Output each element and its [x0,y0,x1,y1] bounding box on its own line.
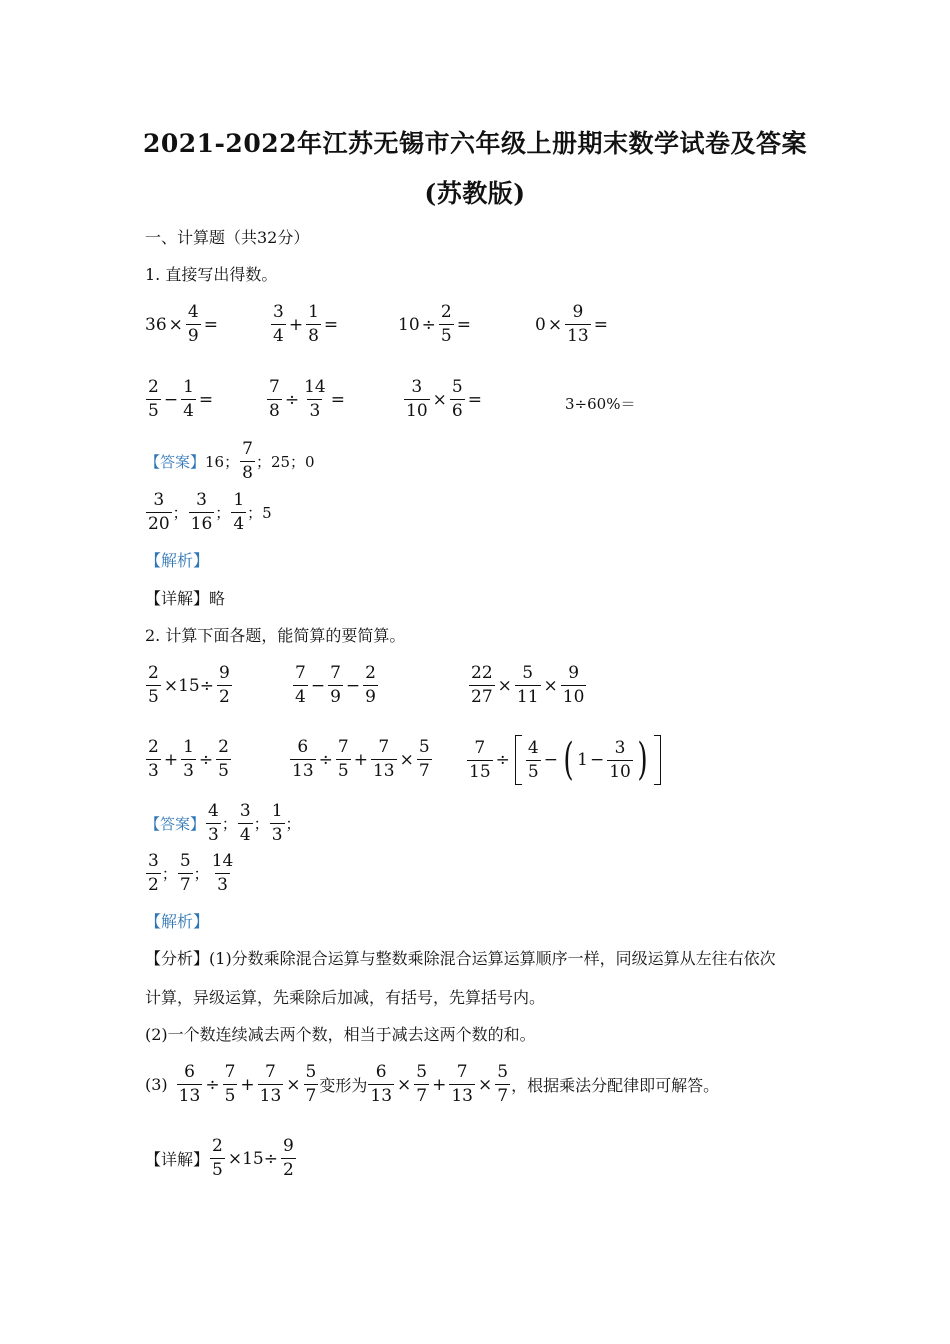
answer-tag: 【答案】 [145,453,206,471]
q2-expr-2: $\frac{7}{4}$ − $\frac{7}{9}$ − $\frac{2}{9}$ [295,663,376,707]
q2-label: 2. 计算下面各题，能简算的要简算。 [145,626,406,645]
q1-expr-4: 0 × $\frac{9}{13}$ = [535,302,608,346]
q1-expr-2: $\frac{3}{4}$ + $\frac{1}{8}$ = [273,302,339,346]
q1-expr-3: 10 ÷ $\frac{2}{5}$ = [398,302,471,346]
q1-expr-7: $\frac{3}{10}$ × $\frac{5}{6}$ = [406,377,482,421]
q2-expr-1: $\frac{2}{5}$ ×15÷ $\frac{9}{2}$ [148,663,230,707]
section-heading: 一、计算题（共32分） [145,228,310,247]
q1-answer-line2: $\frac{3}{20}$ ； $\frac{3}{16}$ ； $\frac{1}{4}$ ；5 [148,490,272,534]
right-paren: ) [637,734,648,785]
q2-detail: 【详解】 $\frac{2}{5}$ ×15÷ $\frac{9}{2}$ [145,1136,294,1180]
answer-tag: 【答案】 [145,815,206,833]
q1-label: 1. 直接写出得数。 [145,265,278,284]
q2-analysis-p1b: 计算，异级运算，先乘除后加减，有括号，先算括号内。 [145,988,546,1007]
q1-expr-5: $\frac{2}{5}$ − $\frac{1}{4}$ = [148,377,214,421]
q2-expr-3: $\frac{22}{27}$ × $\frac{5}{11}$ × $\frac{9}{10}$ [471,663,585,707]
left-square-bracket [515,735,522,785]
right-square-bracket [654,735,661,785]
q2-answer-line2: $\frac{3}{2}$ ； $\frac{5}{7}$ ； $\frac{14}{3}$ [148,851,234,895]
q1-expr-1: 36 × $\frac{4}{9}$ = [145,302,218,346]
doc-title-line2: (苏教版) [424,179,526,208]
q2-analysis-p2: (2)一个数连续减去两个数，相当于减去这两个数的和。 [145,1025,536,1044]
q1-analysis-tag: 【解析】 [145,551,210,570]
q1-expr-6: $\frac{7}{8}$ ÷ $\frac{14}{3}$ = [269,377,345,421]
q2-analysis-p1a: 【分析】(1)分数乘除混合运算与整数乘除混合运算运算顺序一样，同级运算从左往右依次 [145,949,776,968]
doc-title-line1: 2021-2022年江苏无锡市六年级上册期末数学试卷及答案 [142,129,808,158]
q2-analysis-p3: (3) $\frac{6}{13}$ ÷ $\frac{7}{5}$ + $\frac{7}{13}$ × $\frac{5}{7}$ 变形为 $\frac{6}{13}$ × $\frac{5}{7}$ + $\frac{7}{13}$ × $\frac{5}{7}$ ，根据乘法分配律即可解答。 [145,1062,720,1106]
left-paren: ( [563,734,574,785]
q2-expr-4: $\frac{2}{3}$ + $\frac{1}{3}$ ÷ $\frac{2}{5}$ [148,737,229,781]
q2-analysis-tag: 【解析】 [145,912,210,931]
q2-expr-6: $\frac{7}{15}$ ÷ $\frac{4}{5}$ − ( 1 − $\frac{3}{10}$ ) [466,735,664,785]
q1-expr-8: 3÷60%＝ [565,395,636,413]
q1-answer-line1: 【答案】 16； $\frac{7}{8}$ ；25；0 [145,439,315,483]
q2-expr-5: $\frac{6}{13}$ ÷ $\frac{7}{5}$ + $\frac{7}{13}$ × $\frac{5}{7}$ [292,737,430,781]
q2-answer-line1: 【答案】 $\frac{4}{3}$ ； $\frac{3}{4}$ ； $\frac{1}{3}$ ； [145,801,301,845]
q1-detail: 【详解】略 [145,589,226,608]
